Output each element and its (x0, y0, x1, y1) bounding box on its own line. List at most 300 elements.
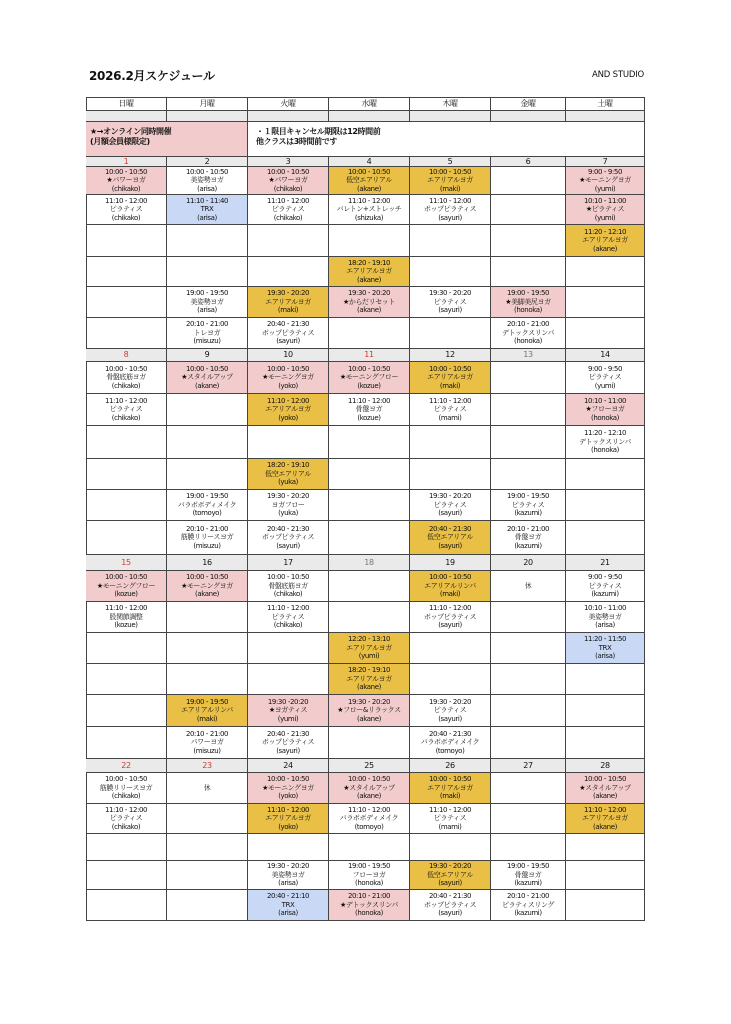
class-name: ボップピラティス (261, 328, 315, 337)
date-number: 1 (86, 157, 167, 167)
class-slot (248, 861, 329, 890)
spacer-cell (167, 111, 248, 122)
class-slot (329, 695, 410, 727)
class-slot (491, 521, 566, 555)
empty-slot (86, 695, 167, 727)
class-instructor: (arisa) (197, 213, 217, 222)
class-name: 骨盤底筋ヨガ (268, 581, 308, 590)
class-slot (566, 571, 645, 602)
empty-slot (329, 318, 410, 349)
class-name: 美姿勢ヨガ (190, 176, 224, 185)
class-slot (167, 287, 248, 318)
empty-slot (86, 521, 167, 555)
class-time: 10:00 - 10:50 (428, 573, 472, 582)
class-time: 19:00 - 19:50 (506, 492, 550, 501)
studio-name: AND STUDIO (592, 70, 644, 80)
class-slot (248, 167, 329, 195)
weekday-header: 土曜 (566, 97, 645, 111)
date-number: 11 (329, 349, 410, 362)
class-time: 11:10 - 12:00 (266, 396, 310, 405)
empty-slot (491, 804, 566, 834)
class-instructor: (honoka) (591, 413, 619, 422)
class-time: 20:40 - 21:30 (266, 524, 310, 533)
class-time: 20:10 - 21:00 (506, 892, 550, 901)
date-number: 21 (566, 555, 645, 571)
class-name: ピラティス (433, 706, 467, 715)
class-time: 20:10 - 21:00 (506, 320, 550, 329)
class-slot (329, 890, 410, 921)
class-instructor: (yumi) (358, 652, 380, 661)
class-instructor: (sayuri) (276, 746, 300, 755)
class-time: 11:10 - 12:00 (104, 196, 148, 205)
class-name: ★スタイルアップ (343, 783, 395, 792)
class-slot (329, 167, 410, 195)
class-instructor: (chikako) (111, 413, 141, 422)
weekday-header: 火曜 (248, 97, 329, 111)
date-number: 15 (86, 555, 167, 571)
class-slot (410, 195, 491, 225)
empty-slot (248, 426, 329, 459)
class-instructor: (akane) (357, 792, 381, 801)
class-slot (167, 167, 248, 195)
class-slot (167, 571, 248, 602)
class-slot (410, 602, 491, 633)
class-name: エアリアルヨガ (265, 297, 311, 306)
empty-slot (491, 602, 566, 633)
empty-slot (566, 287, 645, 318)
class-slot (86, 362, 167, 394)
class-slot (491, 318, 566, 349)
class-name: ピラティス (271, 205, 305, 214)
class-instructor: (arisa) (197, 306, 217, 315)
class-time: 20:10 - 21:00 (185, 729, 229, 738)
spacer-cell (491, 111, 566, 122)
class-name: ピラティス (271, 612, 305, 621)
class-slot (248, 773, 329, 804)
empty-slot (167, 804, 248, 834)
empty-slot (491, 664, 566, 695)
class-name: 休 (524, 581, 532, 590)
date-number: 16 (167, 555, 248, 571)
class-time: 19:00 - 19:50 (506, 862, 550, 871)
class-time: 20:40 - 21:10 (266, 892, 310, 901)
class-name: ★パワーヨガ (268, 176, 308, 185)
class-instructor: (chikako) (273, 590, 303, 599)
date-number: 17 (248, 555, 329, 571)
class-instructor: (sayuri) (276, 541, 300, 550)
class-time: 20:10 - 21:00 (506, 524, 550, 533)
class-name: ★モーニングフロー (96, 581, 156, 590)
class-name: 美姿勢ヨガ (190, 297, 224, 306)
class-name: エアリアルリンパ (424, 581, 476, 590)
class-name: エアリアルヨガ (427, 373, 473, 382)
class-instructor: (yoko) (278, 381, 298, 390)
class-name: ピラティス (109, 405, 143, 414)
class-time: 19:30 - 20:20 (266, 289, 310, 298)
class-slot (86, 167, 167, 195)
class-name: トレヨガ (193, 328, 221, 337)
class-slot (329, 195, 410, 225)
class-time: 10:00 - 10:50 (583, 775, 627, 784)
class-name: ★美脚美尻ヨガ (505, 297, 551, 306)
empty-slot (167, 602, 248, 633)
class-instructor: (arisa) (595, 621, 615, 630)
class-slot (248, 804, 329, 834)
class-time: 20:40 - 21:30 (428, 892, 472, 901)
empty-slot (248, 257, 329, 287)
date-number: 18 (329, 555, 410, 571)
class-slot (248, 195, 329, 225)
empty-slot (410, 257, 491, 287)
class-time: 20:10 - 21:00 (185, 524, 229, 533)
date-number: 8 (86, 349, 167, 362)
empty-slot (86, 318, 167, 349)
class-name: ★モーニングヨガ (262, 373, 314, 382)
class-time: 11:10 - 12:00 (428, 805, 472, 814)
class-instructor: (kozue) (114, 621, 138, 630)
class-time: 10:00 - 10:50 (347, 167, 391, 176)
class-time: 19:00 - 19:50 (185, 289, 229, 298)
class-slot (167, 773, 248, 804)
class-name: ピラティス (433, 500, 467, 509)
empty-slot (491, 362, 566, 394)
class-instructor: (kozue) (114, 590, 138, 599)
class-slot (410, 521, 491, 555)
spacer-cell (248, 111, 329, 122)
class-slot (248, 394, 329, 426)
date-number: 13 (491, 349, 566, 362)
class-instructor: (chikako) (273, 184, 303, 193)
cancel-note-line: ・１限目キャンセル期限は12時間前 (256, 127, 381, 136)
class-name: 骨盤ヨガ (514, 870, 542, 879)
class-slot (329, 257, 410, 287)
class-instructor: (misuzu) (193, 337, 221, 346)
class-slot (248, 521, 329, 555)
empty-slot (167, 861, 248, 890)
class-time: 20:10 - 21:00 (347, 892, 391, 901)
class-instructor: (akane) (357, 714, 381, 723)
empty-slot (86, 861, 167, 890)
class-instructor: (arisa) (197, 184, 217, 193)
class-slot (410, 727, 491, 759)
class-slot (410, 773, 491, 804)
empty-slot (329, 225, 410, 257)
class-time: 20:40 - 21:30 (266, 729, 310, 738)
empty-slot (566, 318, 645, 349)
class-instructor: (akane) (357, 306, 381, 315)
empty-slot (167, 459, 248, 490)
class-instructor: (kozue) (357, 381, 381, 390)
class-time: 10:00 - 10:50 (266, 364, 310, 373)
class-time: 11:10 - 12:00 (347, 396, 391, 405)
class-instructor: (kazumi) (514, 509, 542, 518)
class-instructor: (misuzu) (193, 541, 221, 550)
class-instructor: (akane) (593, 244, 617, 253)
class-name: デトックスリンパ (578, 437, 632, 446)
class-time: 10:00 - 10:50 (104, 775, 148, 784)
class-name: バラボボディメイク (177, 500, 237, 509)
date-number: 26 (410, 759, 491, 773)
class-slot (566, 426, 645, 459)
class-slot (410, 804, 491, 834)
class-time: 20:40 - 21:30 (266, 320, 310, 329)
class-instructor: (chikako) (273, 621, 303, 630)
class-time: 19:30 - 20:20 (266, 492, 310, 501)
weekday-header: 日曜 (86, 97, 167, 111)
date-number: 3 (248, 157, 329, 167)
date-number: 4 (329, 157, 410, 167)
class-instructor: (chikako) (111, 822, 141, 831)
class-time: 18:20 - 19:10 (266, 461, 310, 470)
cancel-note-line: 他クラスは3時間前です (256, 136, 337, 146)
class-name: ピラティス (433, 814, 467, 823)
class-name: 低空エアリアル (427, 870, 473, 879)
class-slot (248, 318, 329, 349)
class-instructor: (maki) (439, 381, 461, 390)
empty-slot (329, 602, 410, 633)
empty-slot (167, 633, 248, 664)
class-slot (410, 167, 491, 195)
empty-slot (248, 225, 329, 257)
class-slot (566, 225, 645, 257)
class-name: 骨盤ヨガ (514, 533, 542, 542)
class-instructor: (akane) (593, 792, 617, 801)
class-instructor: (honoka) (591, 446, 619, 455)
empty-slot (86, 426, 167, 459)
class-slot (491, 861, 566, 890)
class-time: 19:30 - 20:20 (428, 697, 472, 706)
empty-slot (167, 257, 248, 287)
class-slot (566, 633, 645, 664)
class-instructor: (sayuri) (438, 541, 462, 550)
class-instructor: (tomoyo) (354, 822, 384, 831)
class-slot (329, 394, 410, 426)
date-number: 12 (410, 349, 491, 362)
class-instructor: (kazumi) (514, 541, 542, 550)
empty-slot (86, 225, 167, 257)
class-slot (566, 394, 645, 426)
class-instructor: (yumi) (594, 381, 616, 390)
class-time: 11:10 - 12:00 (347, 196, 391, 205)
class-time: 10:00 - 10:50 (266, 573, 310, 582)
class-time: 19:30 -20:20 (267, 697, 309, 706)
class-name: ボップピラティス (423, 900, 477, 909)
class-instructor: (yumi) (277, 714, 299, 723)
class-instructor: (yumi) (594, 213, 616, 222)
class-name: ★パワーヨガ (106, 176, 146, 185)
empty-slot (566, 861, 645, 890)
class-name: エアリアルヨガ (346, 643, 392, 652)
date-number: 19 (410, 555, 491, 571)
class-time: 12:20 - 13:10 (347, 635, 391, 644)
class-time: 10:00 - 10:50 (104, 573, 148, 582)
class-time: 11:20 - 11:50 (583, 635, 627, 644)
class-name: エアリアルヨガ (346, 674, 392, 683)
class-slot (410, 890, 491, 921)
class-time: 20:40 - 21:30 (428, 524, 472, 533)
class-slot (566, 362, 645, 394)
class-time: 11:10 - 12:00 (104, 396, 148, 405)
class-name: TRX (281, 900, 295, 909)
class-slot (329, 664, 410, 695)
class-time: 19:30 - 20:20 (428, 492, 472, 501)
class-slot (566, 167, 645, 195)
empty-slot (410, 633, 491, 664)
class-instructor: (maki) (196, 714, 218, 723)
class-slot (491, 890, 566, 921)
class-instructor: (arisa) (278, 879, 298, 888)
class-time: 11:10 - 12:00 (428, 604, 472, 613)
class-slot (248, 287, 329, 318)
class-time: 10:00 - 10:50 (347, 364, 391, 373)
class-name: ★モーニングヨガ (262, 783, 314, 792)
class-name: ★モーニングフロー (339, 373, 399, 382)
class-slot (410, 394, 491, 426)
empty-slot (410, 834, 491, 861)
page-title: 2026.2月スケジュール (89, 69, 215, 83)
class-slot (329, 773, 410, 804)
class-name: ピラティス (109, 205, 143, 214)
class-instructor: (honoka) (514, 306, 542, 315)
class-instructor: (mami) (438, 822, 462, 831)
class-instructor: (arisa) (278, 909, 298, 918)
class-instructor: (sayuri) (438, 306, 462, 315)
class-slot (566, 804, 645, 834)
spacer-cell (329, 111, 410, 122)
class-instructor: (mami) (438, 413, 462, 422)
class-instructor: (honoka) (355, 909, 383, 918)
spacer-cell (566, 111, 645, 122)
class-instructor: (maki) (439, 590, 461, 599)
empty-slot (86, 490, 167, 521)
class-time: 11:10 - 12:00 (104, 604, 148, 613)
empty-slot (566, 695, 645, 727)
class-slot (167, 490, 248, 521)
class-time: 10:00 - 10:50 (347, 775, 391, 784)
class-slot (167, 521, 248, 555)
class-time: 9:00 - 9:50 (587, 167, 622, 176)
class-time: 11:10 - 12:00 (428, 196, 472, 205)
empty-slot (491, 834, 566, 861)
class-time: 11:10 - 11:40 (185, 196, 229, 205)
empty-slot (329, 727, 410, 759)
class-slot (167, 727, 248, 759)
class-name: ピラティス (433, 297, 467, 306)
date-number: 14 (566, 349, 645, 362)
online-note (86, 122, 248, 157)
class-time: 10:00 - 10:50 (266, 167, 310, 176)
empty-slot (566, 890, 645, 921)
class-time: 18:20 - 19:10 (347, 258, 391, 267)
class-slot (86, 571, 167, 602)
class-instructor: (yumi) (594, 184, 616, 193)
class-time: 11:20 - 12:10 (583, 227, 627, 236)
class-slot (248, 459, 329, 490)
class-time: 10:10 - 11:00 (583, 396, 627, 405)
class-time: 20:10 - 21:00 (185, 320, 229, 329)
class-name: ボップピラティス (261, 738, 315, 747)
class-name: 筋膜リリースヨガ (180, 533, 234, 542)
class-time: 19:30 - 20:20 (428, 862, 472, 871)
class-name: TRX (200, 205, 214, 214)
empty-slot (491, 225, 566, 257)
class-slot (248, 695, 329, 727)
class-name: ピラティス (433, 405, 467, 414)
empty-slot (329, 490, 410, 521)
class-name: 筋膜リリースヨガ (99, 783, 153, 792)
online-note-line: ★→オンライン同時開催 (90, 127, 172, 136)
class-instructor: (shizuka) (354, 213, 384, 222)
class-name: エアリアルヨガ (427, 783, 473, 792)
empty-slot (410, 664, 491, 695)
class-slot (329, 287, 410, 318)
class-time: 10:00 - 10:50 (428, 775, 472, 784)
class-instructor: (akane) (195, 590, 219, 599)
class-name: ★モーニングヨガ (579, 176, 631, 185)
empty-slot (491, 257, 566, 287)
class-time: 10:00 - 10:50 (104, 167, 148, 176)
class-slot (566, 195, 645, 225)
empty-slot (86, 834, 167, 861)
class-time: 19:00 - 19:50 (506, 289, 550, 298)
class-name: ヨガフロー (271, 500, 305, 509)
class-slot (86, 602, 167, 633)
class-instructor: (yuka) (278, 509, 298, 518)
class-instructor: (chikako) (111, 381, 141, 390)
class-name: パワーヨガ (190, 738, 224, 747)
class-instructor: (yoko) (278, 413, 298, 422)
class-instructor: (sayuri) (438, 879, 462, 888)
class-name: ピラティス (588, 373, 622, 382)
class-time: 10:00 - 10:50 (428, 167, 472, 176)
class-slot (410, 571, 491, 602)
class-instructor: (yoko) (278, 822, 298, 831)
class-name: 低空エアリアル (346, 176, 392, 185)
class-instructor: (chikako) (111, 184, 141, 193)
class-name: ★ヨガティス (268, 706, 308, 715)
empty-slot (491, 195, 566, 225)
date-number: 25 (329, 759, 410, 773)
class-time: 11:10 - 12:00 (104, 805, 148, 814)
class-time: 9:00 - 9:50 (587, 573, 622, 582)
class-name: ★スタイルアップ (579, 783, 631, 792)
class-slot (410, 490, 491, 521)
class-instructor: (kozue) (357, 413, 381, 422)
weekday-header: 金曜 (491, 97, 566, 111)
class-time: 11:10 - 12:00 (266, 805, 310, 814)
class-instructor: (sayuri) (438, 213, 462, 222)
class-slot (248, 602, 329, 633)
class-slot (491, 571, 566, 602)
class-slot (248, 727, 329, 759)
class-slot (167, 195, 248, 225)
class-name: ピラティス (511, 500, 545, 509)
class-name: エアリアルヨガ (346, 267, 392, 276)
spacer-cell (86, 111, 167, 122)
class-slot (167, 362, 248, 394)
weekday-header: 木曜 (410, 97, 491, 111)
date-number: 28 (566, 759, 645, 773)
class-name: 骨盤ヨガ (355, 405, 383, 414)
class-time: 19:30 - 20:20 (347, 697, 391, 706)
class-name: ボップピラティス (423, 205, 477, 214)
empty-slot (86, 287, 167, 318)
class-time: 11:10 - 12:00 (583, 805, 627, 814)
empty-slot (167, 426, 248, 459)
date-number: 20 (491, 555, 566, 571)
date-number: 5 (410, 157, 491, 167)
empty-slot (566, 521, 645, 555)
